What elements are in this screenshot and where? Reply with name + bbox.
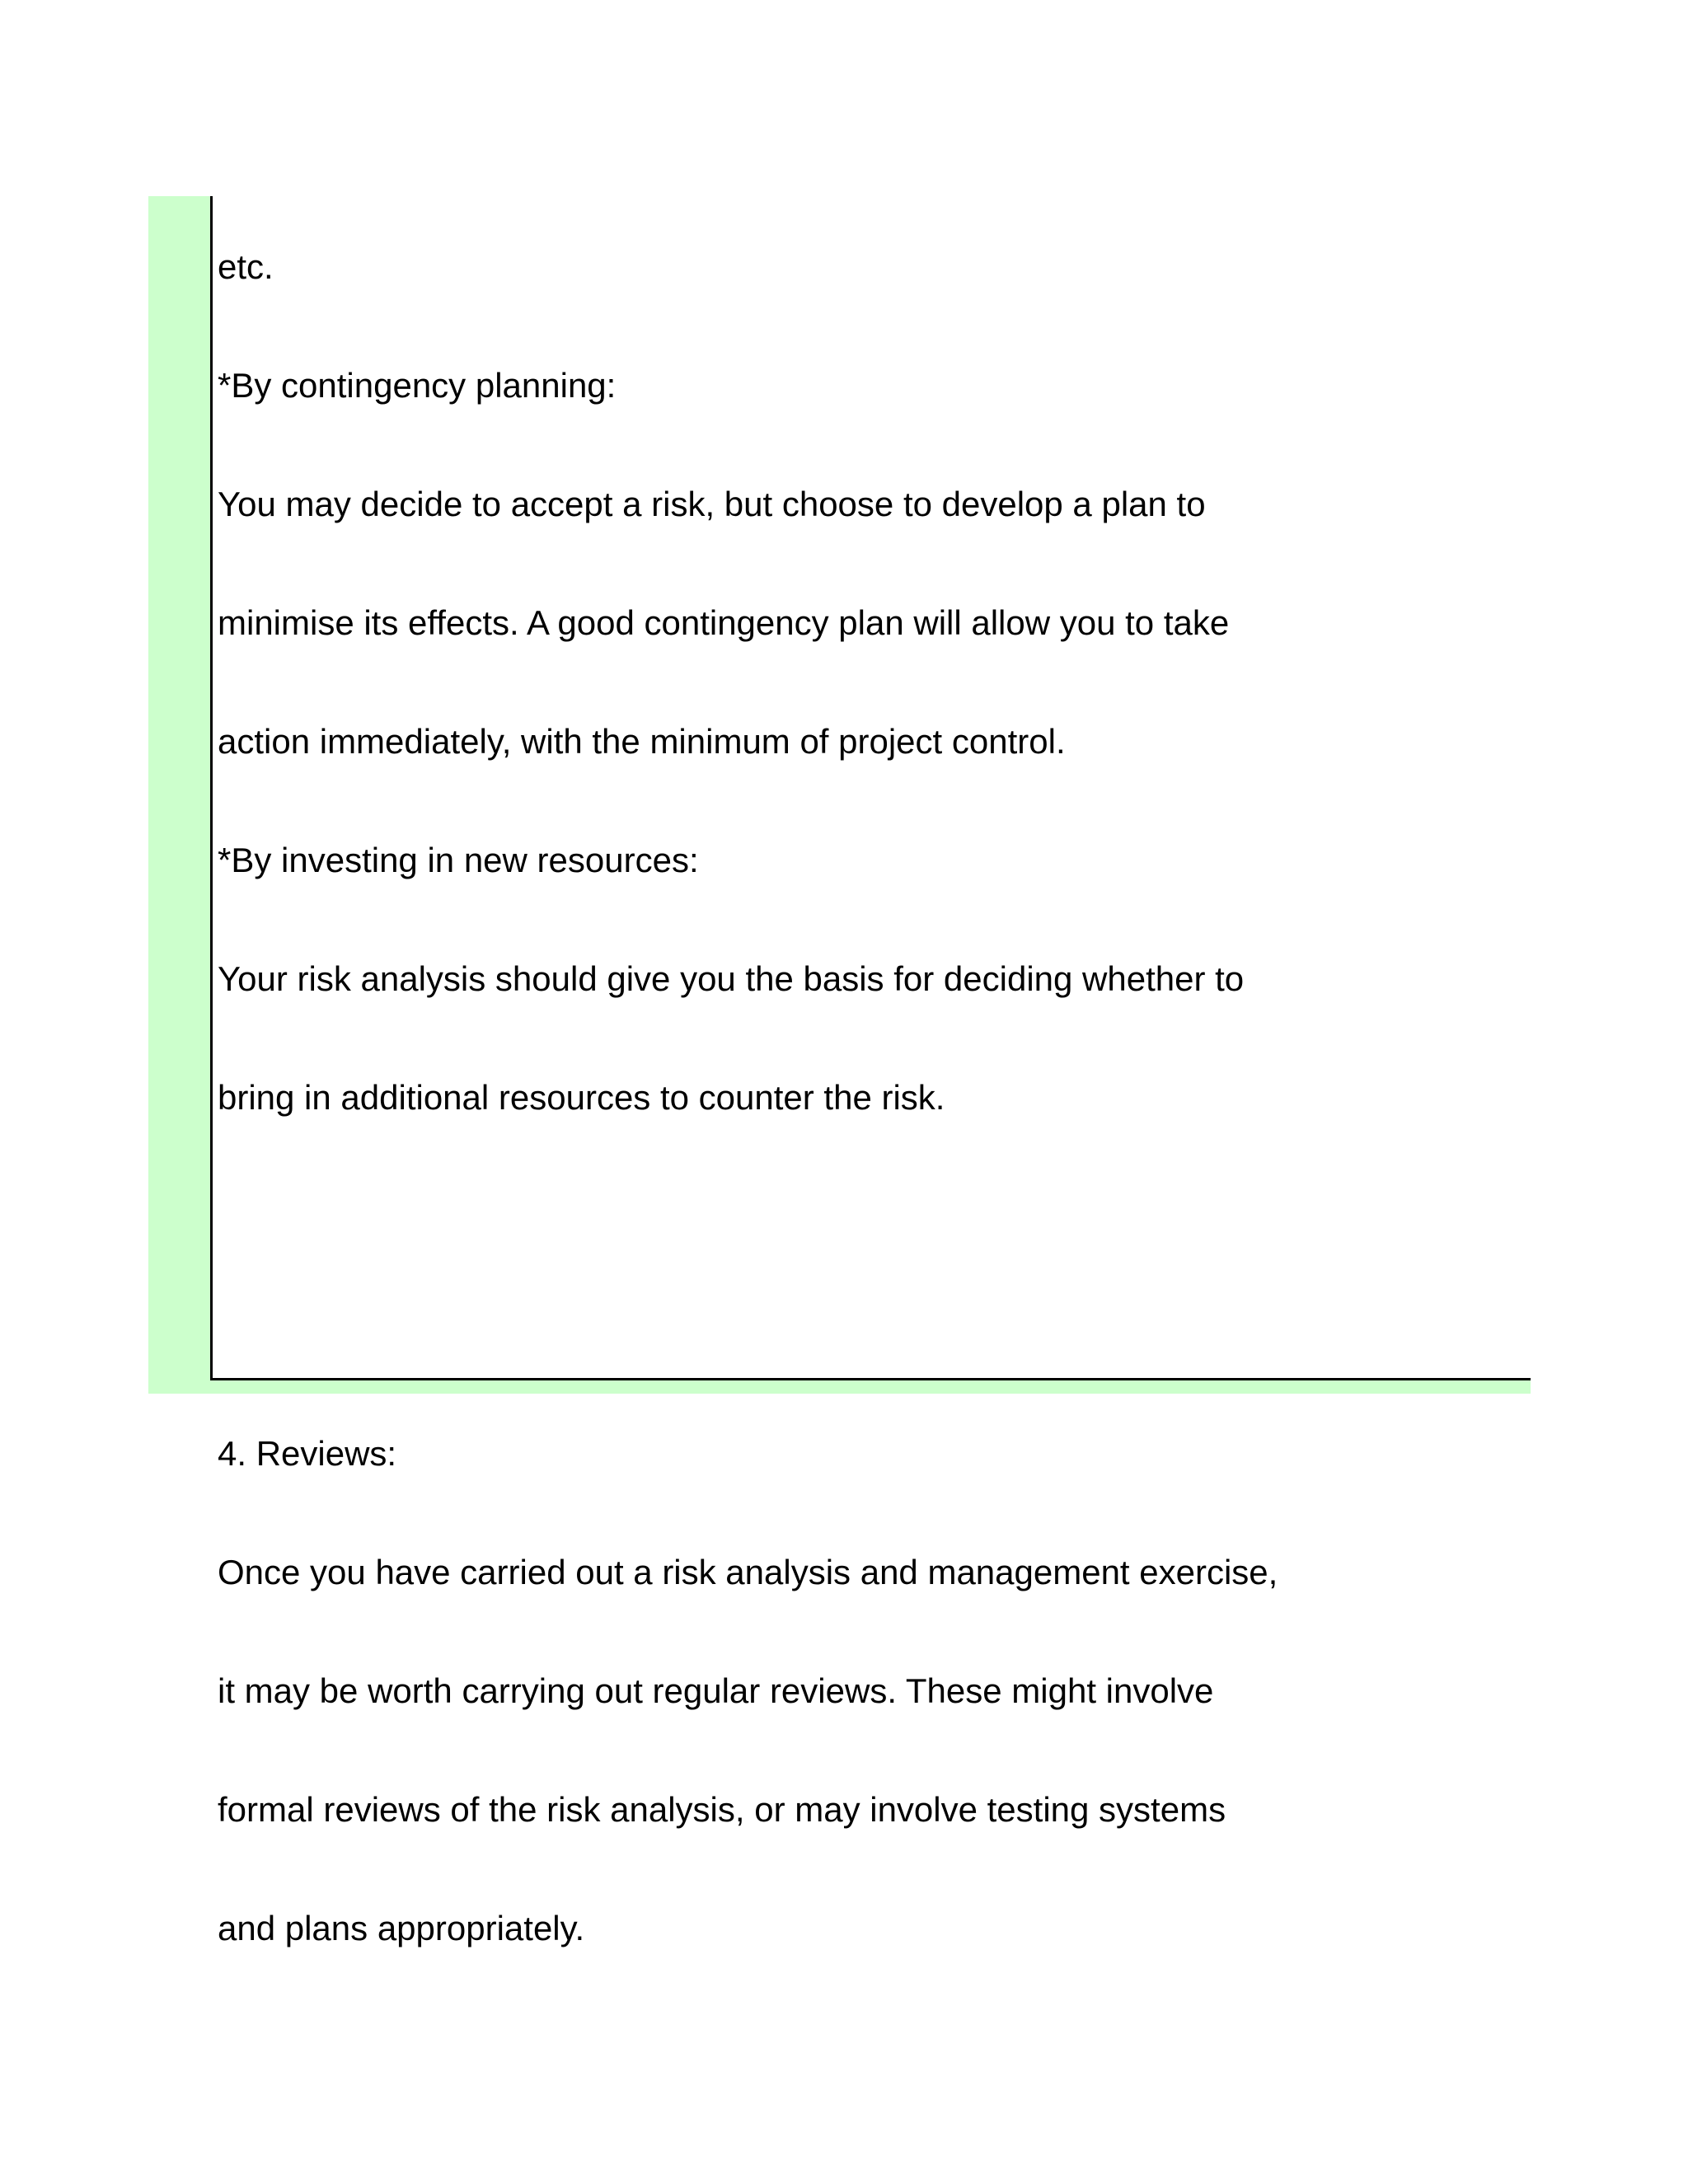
text-line: You may decide to accept a risk, but choose to develop a plan to xyxy=(218,485,1206,523)
section-heading-reviews: 4. Reviews: xyxy=(218,1434,397,1473)
text-line: bring in additional resources to counter the risk. xyxy=(218,1078,945,1117)
cell-text-block xyxy=(218,168,1528,2027)
text-cell xyxy=(210,196,1531,1947)
text-line: *By investing in new resources: xyxy=(218,841,699,879)
text-line: Your risk analysis should give you the basis for deciding whether to xyxy=(218,959,1245,998)
text-line: it may be worth carrying out regular reviews. These might involve xyxy=(218,1671,1214,1710)
blank-line xyxy=(218,1197,1528,1236)
text-line: minimise its effects. A good contingency plan will allow you to take xyxy=(218,603,1230,642)
text-line: and plans appropriately. xyxy=(218,1909,585,1947)
blank-line xyxy=(218,1315,1528,1355)
text-line: formal reviews of the risk analysis, or may involve testing systems xyxy=(218,1790,1226,1829)
text-line: etc. xyxy=(218,247,274,286)
text-line: *By contingency planning: xyxy=(218,366,617,405)
text-line: action immediately, with the minimum of project control. xyxy=(218,722,1066,761)
text-line: Once you have carried out a risk analysis and management exercise, xyxy=(218,1553,1278,1591)
